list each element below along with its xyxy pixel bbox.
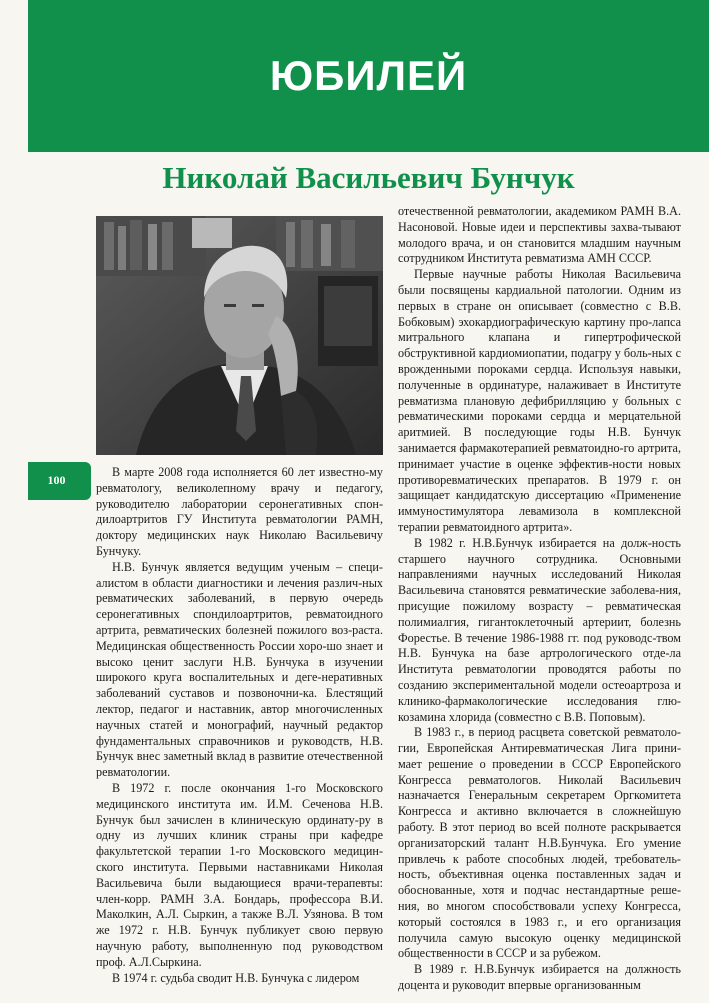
paragraph: Н.В. Бунчук является ведущим ученым – специ-алистом в области диагностики и лечения различ-ных ревматических заболеваний, в первую очередь серонегативных спондилоартритов, ревматоидного артрита, ревматических болезней пожилого воз-раста. Медицинская общественность России хоро-шо знает и высоко ценит заслуги Н.В. Бунчука в изучении широкого круга воспалительных и деге-неративных заболеваний суставов и позвоночни-ка. Блестящий лектор, педагог и наставник, автор многочисленных научных статей и монографий, научный редактор фундаментальных справочников и руководств, Н.В. Бунчук внес заметный вклад в развитие отечественной ревматологии. xyxy=(96,559,383,780)
paragraph: В 1983 г., в период расцвета советской ревматоло-гии, Европейская Антиревматическая Лига прини-мает решение о проведении в СССР Европейского Конгресса ревматологов. Николай Васильевич назначается Генеральным секретарем Оргкомитета Конгресса и активно включается в сложнейшую работу. В этот период во всей полноте раскрывается организаторский талант Н.В.Бунчука. Его умение привлечь к работе способных людей, требователь-ность, объективная оценка поставленных задач и обоснованные, хотя и подчас нестандартные реше-ния, во многом способствовали успеху Конгресса, который состоялся в 1983 г., и его организация получила самую высокую оценку медицинской общественности в СССР и за рубежом. xyxy=(398,725,681,961)
page-number-tab xyxy=(28,462,91,500)
page-number: 100 xyxy=(47,473,66,487)
paragraph-continuation: отечественной ревматологии, академиком РАМН В.А. Насоновой. Новые идеи и перспективы захва-тывают молодого врача, и он становится младшим научным сотрудником Института ревматизма АМН СССР. xyxy=(398,204,681,266)
section-title: ЮБИЛЕЙ xyxy=(269,52,468,99)
left-text-column xyxy=(96,465,383,986)
article-author-name: Николай Васильевич Бунчук xyxy=(162,160,575,195)
paragraph: В 1982 г. Н.В.Бунчук избирается на долж-ность старшего научного сотрудника. Основными направлениями научных исследований Николая Васильевича становятся ревматические заболева-ния, присущие пожилому возрасту – ревматическая полимиалгия, гигантоклеточный артериит, болезнь Форестье. В течение 1986-1988 гг. под руководс-твом Н.В. Бунчука на базе артрологического отде-ла Института ревматологии проводятся работы по созданию экспериментальной модели остеоартроза и клинико-фармакологические исследования глю-козамина хлорида (совместно с В.В. Поповым). xyxy=(398,535,681,724)
paragraph: В 1972 г. после окончания 1-го Московского медицинского института им. И.М. Сеченова Н.В. Бунчук был зачислен в клиническую ординату-ру в одну из лучших клиник страны при кафедре факультетской терапии 1-го Московского медицин-ского института. Первыми наставниками Николая Васильевича были выдающиеся врачи-терапевты: член-корр. РАМН З.А. Бондарь, профессора В.И. Маколкин, А.Л. Сыркин, а также В.Л. Узянова. В том же 1972 г. Н.В. Бунчук публикует свою первую научную работу, выполненную под руководством проф. А.Л.Сыркина. xyxy=(96,780,383,969)
paragraph: В марте 2008 года исполняется 60 лет известно-му ревматологу, великолепному врачу и педагогу, руководителю лаборатории серонегативных спон-дилоартритов ГУ Института ревматологии РАМН, доктору медицинских наук Николаю Васильевичу Бунчуку. xyxy=(96,465,383,558)
portrait-photo xyxy=(96,216,383,455)
section-banner xyxy=(28,0,709,152)
paragraph: Первые научные работы Николая Васильевича были посвящены кардиальной патологии. Одним из первых в стране он описывает (совместно с В.В. Бобковым) эхокардиографическую картину про-лапса митрального клапана и гипертрофической обструктивной кардиомиопатии, подагру у боль-ных с врожденными пороками сердца. Используя навыки, полученные в ординатуре, налаживает в Институте ревматизма плановую дефибрилляцию у больных с ревматическими пороками сердца и мерцательной аритмией. В последующие годы Н.В. Бунчук занимается фармакотерапией ревматоидно-го артрита, принимает участие в оценке эффектив-ности новых противоревматических препаратов. В 1979 г. он защищает кандидатскую диссертацию «Применение иммуностимулятора левамизола в комплексной терапии ревматоидного артрита». xyxy=(398,267,682,534)
paragraph: В 1974 г. судьба сводит Н.В. Бунчука с лидером xyxy=(112,970,360,985)
paragraph: В 1989 г. Н.В.Бунчук избирается на должность доцента и руководит впервые организованным xyxy=(398,962,681,993)
portrait-photo-illustration xyxy=(96,216,383,455)
right-text-column xyxy=(398,204,681,994)
